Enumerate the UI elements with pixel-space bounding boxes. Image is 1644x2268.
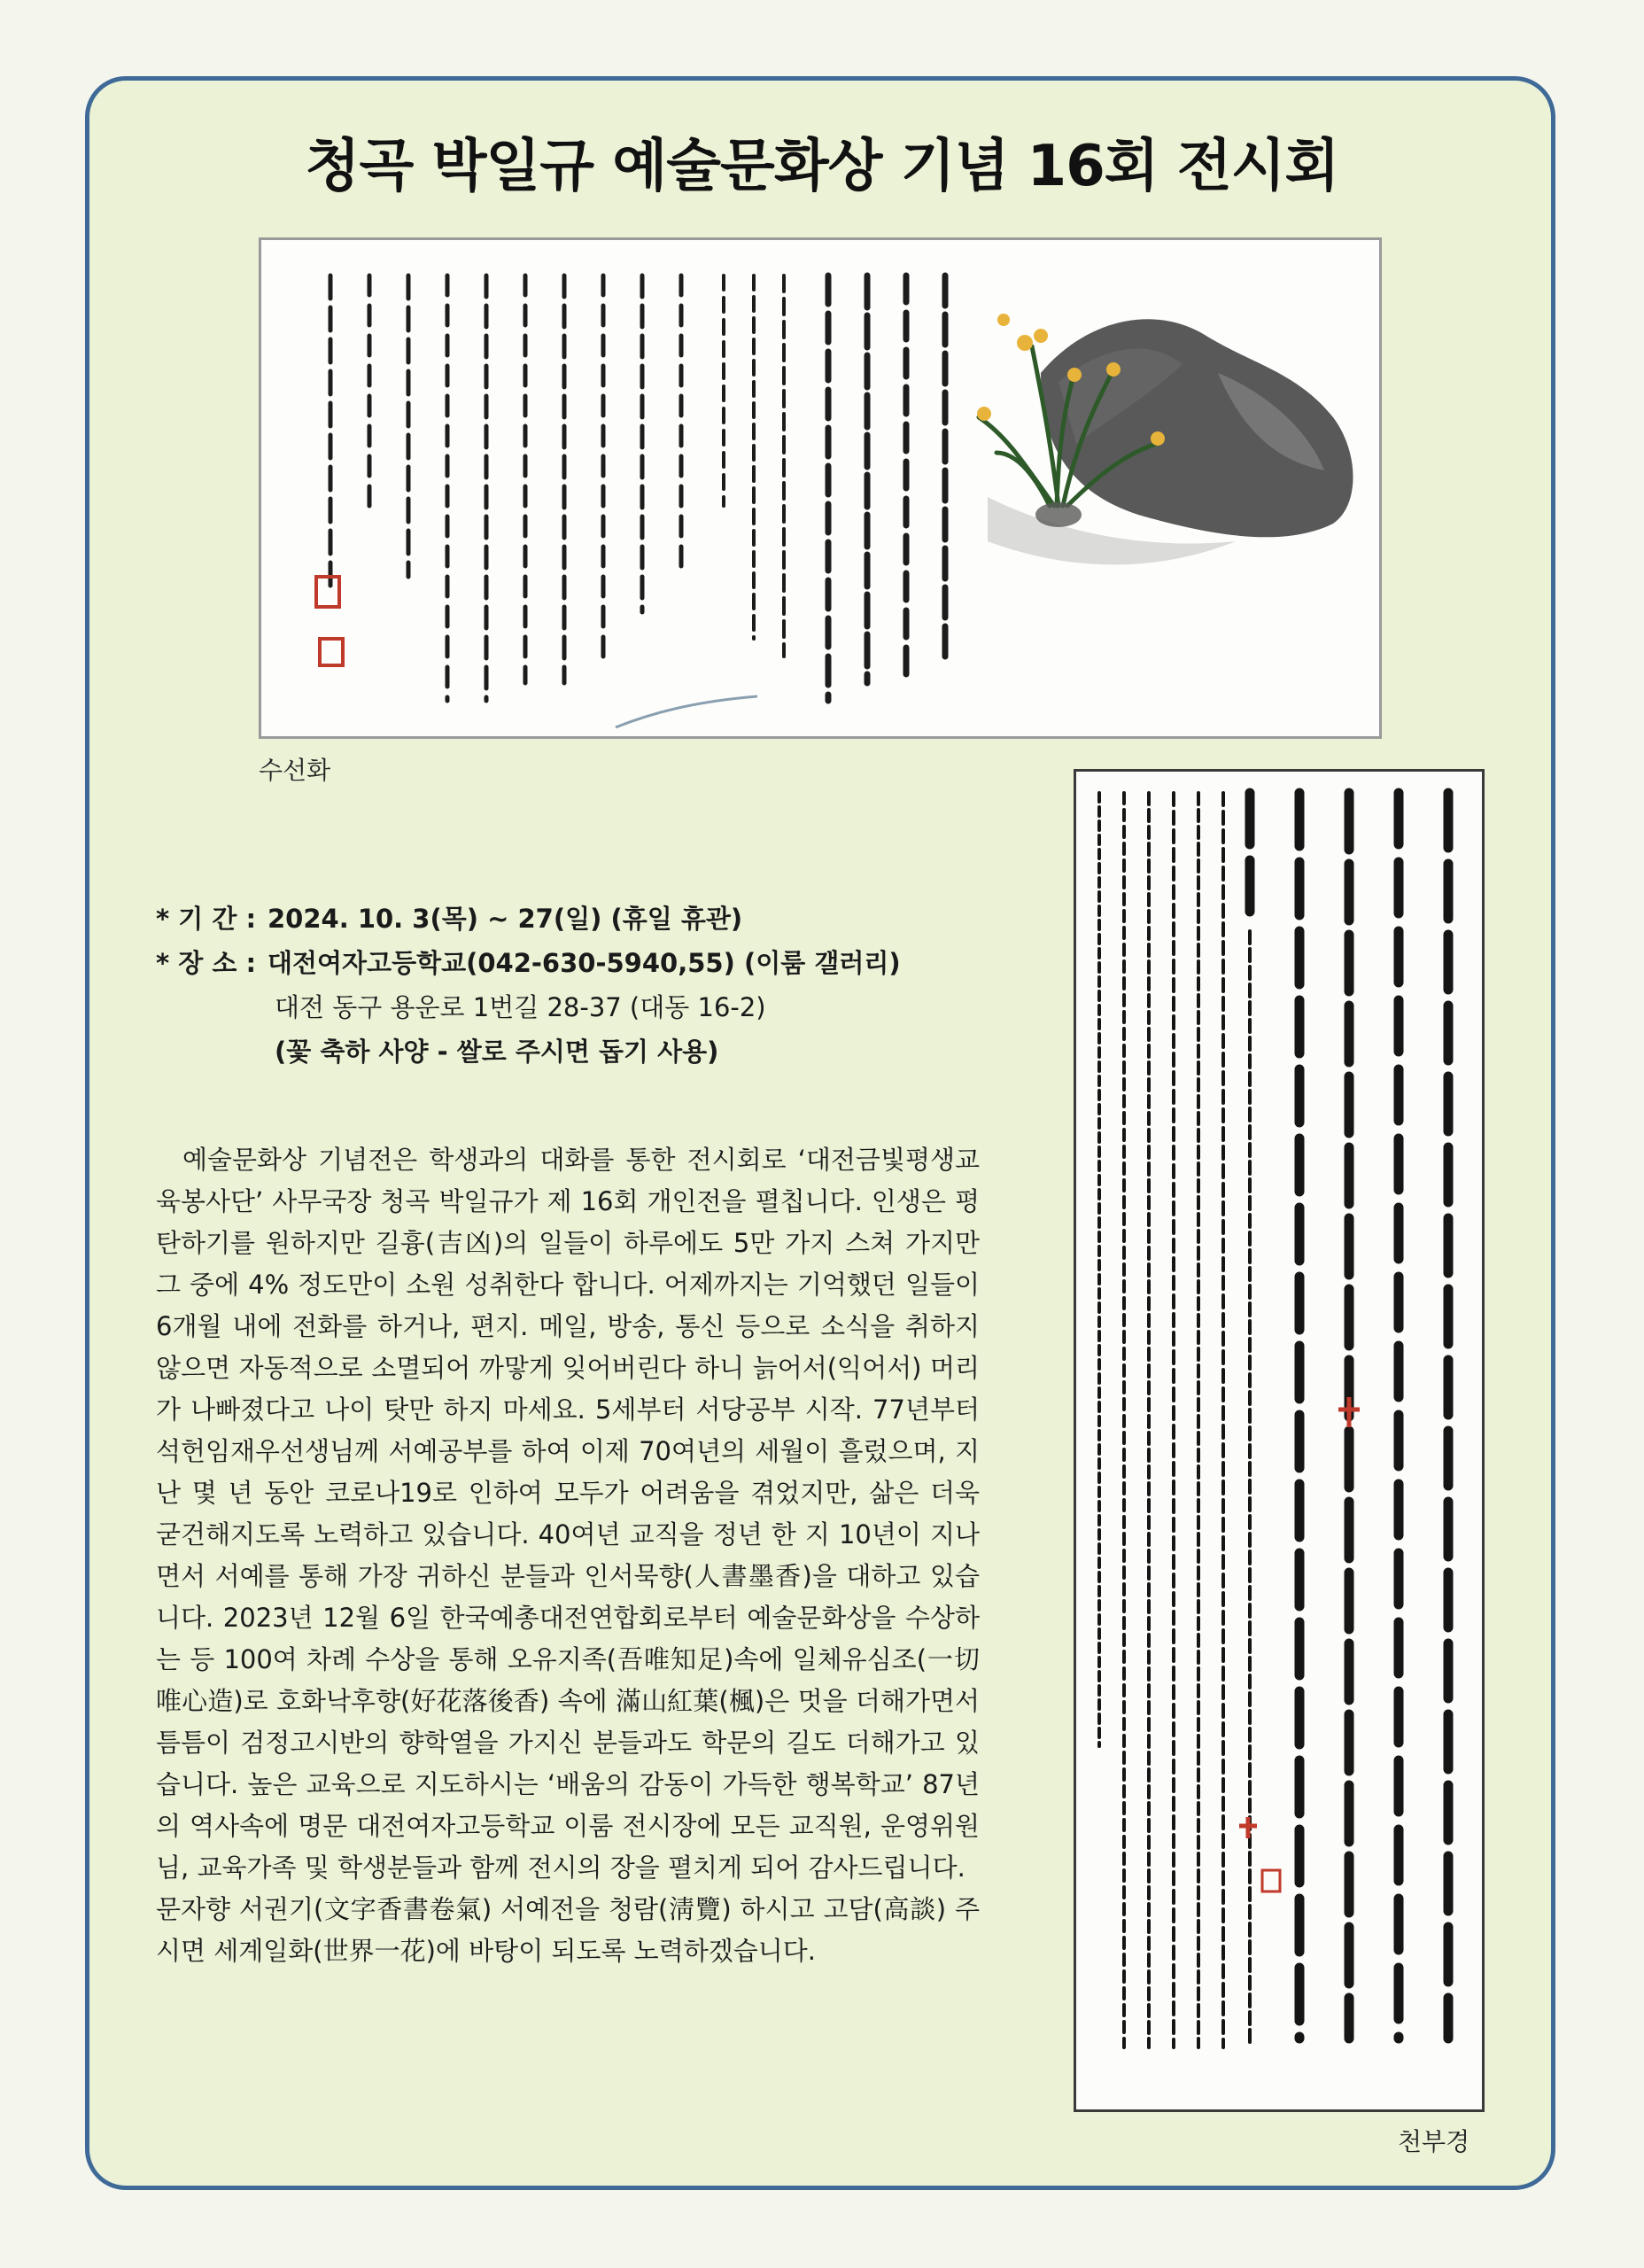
place-value: 대전여자고등학교(042-630-5940,55) (이룸 갤러리) [268,948,901,978]
period-value: 2024. 10. 3(목) ~ 27(일) (휴일 휴관) [268,904,743,934]
orchid-painting-calligraphy-icon [261,240,1379,736]
flower-note: (꽃 축하 사양 - 쌀로 주시면 돕기 사용) [275,1037,719,1067]
caption-top: 수선화 [259,756,331,785]
seal-script-calligraphy-icon [1076,772,1482,2109]
period-row [156,897,1042,941]
page-title: 청곡 박일규 예술문화상 기념 16회 전시회 [305,134,1339,199]
artwork-narcissus [259,237,1382,739]
place-label: * 장 소 : [156,948,257,978]
address: 대전 동구 용운로 1번길 28-37 (대동 16-2) [275,992,766,1022]
artwork-cheonbugyeong [1074,769,1485,2112]
caption-right: 천부경 [1398,2127,1470,2156]
body-paragraph-2: 문자향 서권기(文字香書卷氣) 서예전을 청람(淸覽) 하시고 고담(高談) 주시면 세계일화(世界一花)에 바탕이 되도록 노력하겠습니다. [156,1894,980,1966]
period-label: * 기 간 : [156,904,257,934]
body-paragraph-1: 예술문화상 기념전은 학생과의 대화를 통한 전시회로 ‘대전금빛평생교육봉사단’ 사무국장 청곡 박일규가 제 16회 개인전을 펼칩니다. 인생은 평탄하기를 원하지만 길흉(吉凶)의 일들이 하루에도 5만 가지 스쳐 가지만 그 중에 4% 정도만이 소원 성취한다 합니다. 어제까지는 기억했던 일들이 6개월 내에 전화를 하거나, 편지. 메일, 방송, 통신 등으로 소식을 취하지 않으면 자동적으로 소멸되어 까맣게 잊어버린다 하니 늙어서(익어서) 머리가 나빠졌다고 나이 탓만 하지 마세요. 5세부터 서당공부 시작. 77년부터 석헌임재우선생님께 서예공부를 하여 이제 70여년의 세월이 흘렀으며, 지난 몇 년 동안 코로나19로 인하여 모두가 어려움을 겪었지만, 삶은 더욱 굳건해지도록 노력하고 있습니다. 40여년 교직을 정년 한 지 10년이 지나면서 서예를 통해 가장 귀하신 분들과 인서묵향(人書墨香)을 대하고 있습니다. 2023년 12월 6일 한국예총대전연합회로부터 예술문화상을 수상하는 등 100여 차례 수상을 통해 오유지족(吾唯知足)속에 일체유심조(一切唯心造)로 호화낙후향(好花落後香) 속에 滿山紅葉(楓)은 멋을 더해가면서 틈틈이 검정고시반의 향학열을 가지신 분들과도 학문의 길도 더해가고 있습니다. 높은 교육으로 지도하시는 ‘배움의 감동이 가득한 행복학교’ 87년의 역사속에 명문 대전여자고등학교 이룸 전시장에 모든 교직원, 운영위원님, 교육가족 및 학생분들과 함께 전시의 장을 펼치게 되어 감사드립니다. [156,1145,980,1883]
body-text [156,1139,980,1972]
place-row [156,941,1042,985]
exhibition-info [156,897,1042,1074]
